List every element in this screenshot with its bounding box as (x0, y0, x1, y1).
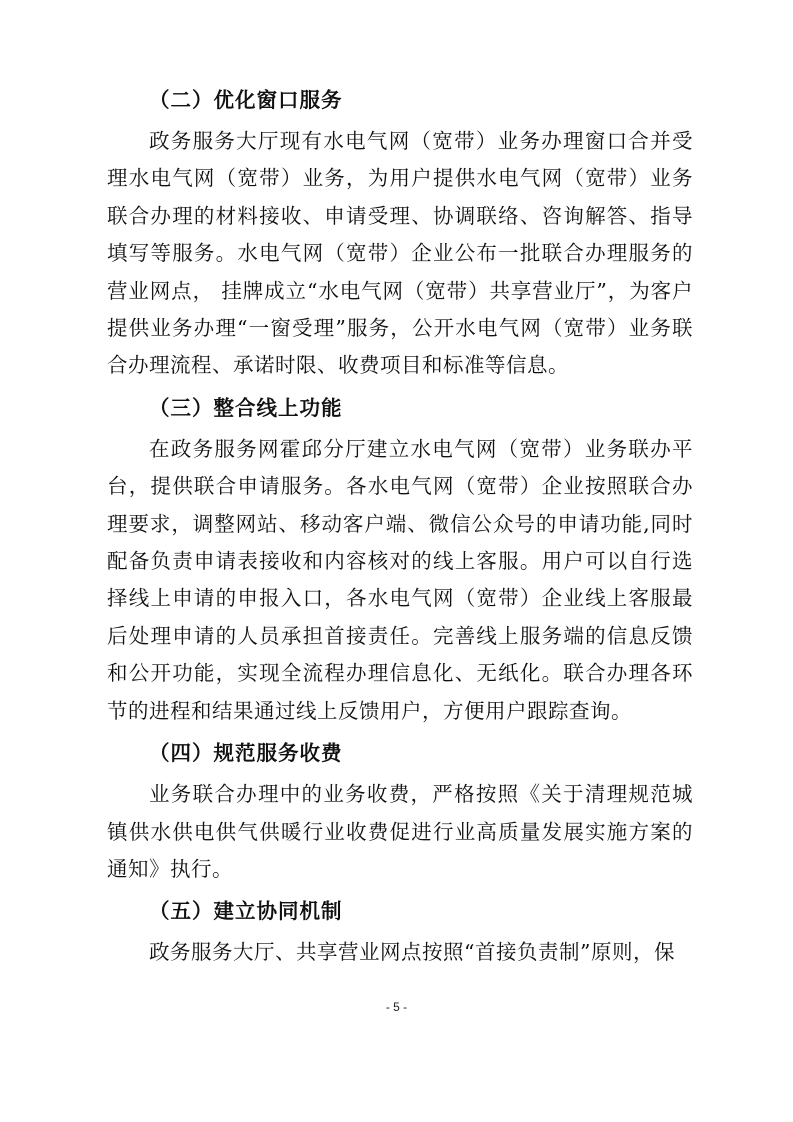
section-heading-2: （二）优化窗口服务 (149, 88, 343, 112)
section-paragraph-2: 政务服务大厅现有水电气网（宽带）业务办理窗口合并受理水电气网（宽带）业务，为用户提供水电气网（宽带）业务联合办理的材料接收、申请受理、协调联络、咨询解答、指导填写等服务。水电气网（宽带）企业公布一批联合办理服务的营业网点， 挂牌成立“水电气网（宽带）共享营业厅”，为客户提供业务办理“一窗受理”服务，公开水电气网（宽带）业务联合办理流程、承诺时限、收费项目和标准等信息。 (107, 129, 693, 378)
section-heading-4: （四）规范服务收费 (149, 741, 343, 766)
page-number: - 5 - (385, 1000, 408, 1014)
document-body (107, 77, 693, 972)
section-paragraph-5: 政务服务大厅、共享营业网点按照“首接负责制”原则，保 (149, 940, 675, 965)
section-paragraph-3: 在政务服务网霍邱分厅建立水电气网（宽带）业务联办平台，提供联合申请服务。各水电气网（宽带）企业按照联合办理要求，调整网站、移动客户端、微信公众号的申请功能,同时配备负责申请表接收和内容核对的线上客服。用户可以自行选择线上申请的申报入口，各水电气网（宽带）企业线上客服最后处理申请的人员承担首接责任。完善线上服务端的信息反馈和公开功能，实现全流程办理信息化、无纸化。联合办理各环节的进程和结果通过线上反馈用户，方便用户跟踪查询。 (107, 436, 693, 723)
section-paragraph-4: 业务联合办理中的业务收费，严格按照《关于清理规范城镇供水供电供气供暖行业收费促进行业高质量发展实施方案的通知》执行。 (107, 782, 693, 881)
section-heading-5: （五）建立协同机制 (149, 899, 343, 924)
section-heading-3: （三）整合线上功能 (149, 395, 343, 420)
